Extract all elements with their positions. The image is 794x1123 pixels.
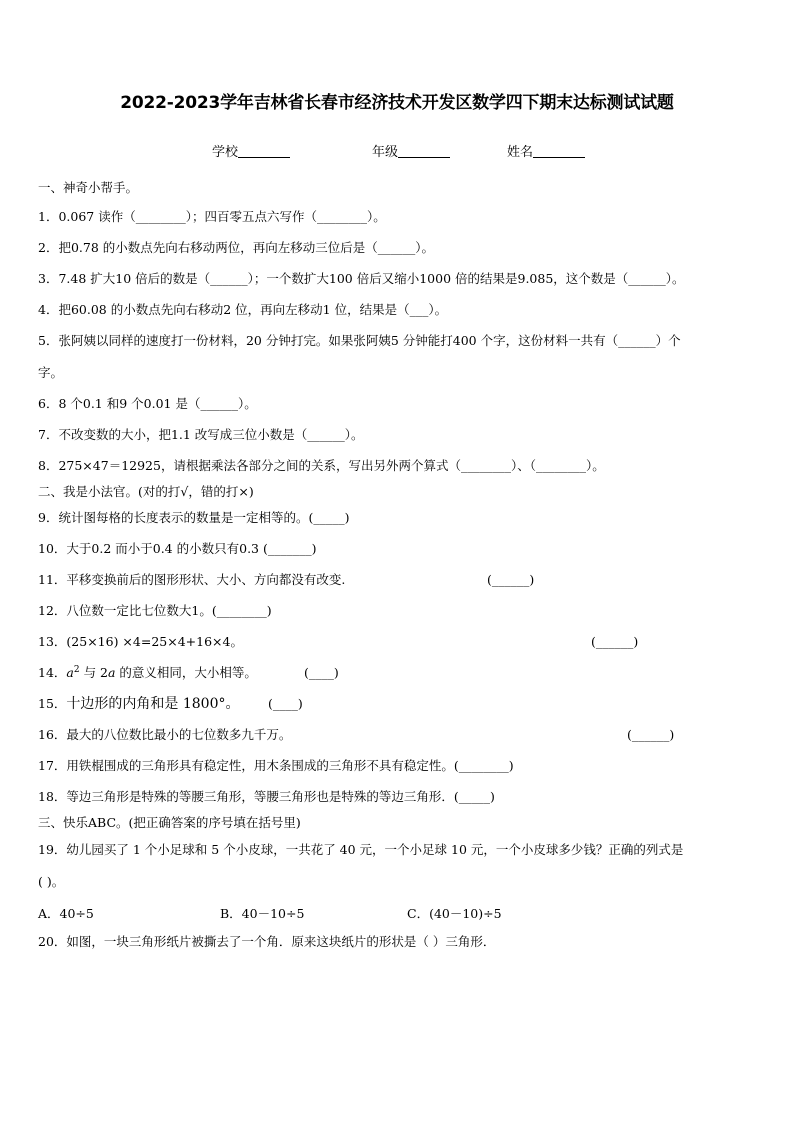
question-8: 8．275×47＝12925，请根据乘法各部分之间的关系，写出另外两个算式（________）、（________）。: [38, 458, 605, 473]
name-blank: [533, 145, 585, 158]
exponent: 2: [73, 664, 80, 675]
variable-a: a: [108, 665, 116, 680]
question-13: [38, 634, 758, 650]
question-3: 3．7.48 扩大10 倍后的数是（______）；一个数扩大100 倍后又缩小1000 倍的结果是9.085，这个数是（______）。: [38, 271, 685, 286]
question-19-choice-b: B．40－10÷5: [220, 906, 305, 921]
question-15-text: 十边形的内角和是 1800°。: [66, 696, 240, 712]
question-14-answer: (____): [304, 665, 339, 680]
grade-field: [372, 141, 450, 160]
school-label: 学校: [212, 145, 239, 160]
question-14-text: 的意义相同，大小相等。: [115, 665, 257, 680]
section-2-heading: 二、我是小法官。(对的打√，错的打×): [38, 484, 254, 499]
question-4: 4．把60.08 的小数点先向右移动2 位，再向左移动1 位，结果是（___）。: [38, 302, 448, 317]
question-19-choice-a: A．40÷5: [38, 906, 94, 921]
question-1: 1．0.067 读作（________）；四百零五点六写作（________）。: [38, 209, 386, 224]
school-blank: [238, 145, 290, 158]
section-1-heading: 一、神奇小帮手。: [38, 180, 139, 195]
question-20: 20．如图，一块三角形纸片被撕去了一个角．原来这块纸片的形状是（ ）三角形．: [38, 934, 496, 949]
grade-label: 年级: [372, 145, 399, 160]
question-14-number: 14．: [38, 665, 67, 680]
question-7: 7．不改变数的大小，把1.1 改写成三位小数是（______）。: [38, 427, 364, 442]
question-16-text: 16．最大的八位数比最小的七位数多九千万。: [38, 727, 292, 742]
question-18: 18．等边三角形是特殊的等腰三角形，等腰三角形也是特殊的等边三角形．(_____): [38, 789, 495, 804]
question-14-mid: 与 2: [79, 665, 108, 680]
question-6: 6．8 个0.1 和9 个0.01 是（______）。: [38, 396, 257, 411]
question-19-choice-c: C．(40－10)÷5: [407, 906, 502, 921]
question-15: [38, 696, 758, 712]
question-14: [38, 665, 758, 681]
question-13-answer: (______): [591, 634, 639, 649]
question-17: 17．用铁棍围成的三角形具有稳定性，用木条围成的三角形不具有稳定性。(________): [38, 758, 514, 773]
variable-a: a: [66, 665, 74, 680]
section-3-heading: 三、快乐ABC。(把正确答案的序号填在括号里): [38, 815, 301, 830]
name-label: 姓名: [507, 145, 534, 160]
student-info-row: [0, 141, 794, 159]
page-title: 2022-2023学年吉林省长春市经济技术开发区数学四下期末达标测试试题: [120, 93, 674, 113]
question-2: 2．把0.78 的小数点先向右移动两位，再向左移动三位后是（______）。: [38, 240, 435, 255]
question-9: 9．统计图每格的长度表示的数量是一定相等的。(_____): [38, 510, 350, 525]
grade-blank: [398, 145, 450, 158]
question-5-line-2: 字。: [38, 365, 64, 380]
name-field: [507, 141, 585, 160]
question-19-line-1: 19．幼儿园买了 1 个小足球和 5 个小皮球，一共花了 40 元，一个小足球 10 元，一个小皮球多少钱？正确的列式是: [38, 842, 684, 857]
question-16: [38, 727, 758, 743]
question-13-text: 13．(25×16) ×4=25×4+16×4。: [38, 634, 243, 649]
question-15-number: 15．: [38, 696, 67, 711]
question-11-text: 11．平移变换前后的图形形状、大小、方向都没有改变.: [38, 572, 346, 587]
question-5-line-1: 5．张阿姨以同样的速度打一份材料，20 分钟打完。如果张阿姨5 分钟能打400 个字，这份材料一共有（______）个: [38, 333, 681, 348]
question-10: 10．大于0.2 而小于0.4 的小数只有0.3 (_______): [38, 541, 317, 556]
school-field: [212, 141, 290, 160]
question-16-answer: (______): [627, 727, 675, 742]
question-15-answer: (____): [268, 696, 303, 711]
question-19-line-2: ( )。: [38, 874, 65, 889]
question-11: [38, 572, 758, 588]
question-12: 12．八位数一定比七位数大1。(________): [38, 603, 272, 618]
question-11-answer: (______): [487, 572, 535, 587]
